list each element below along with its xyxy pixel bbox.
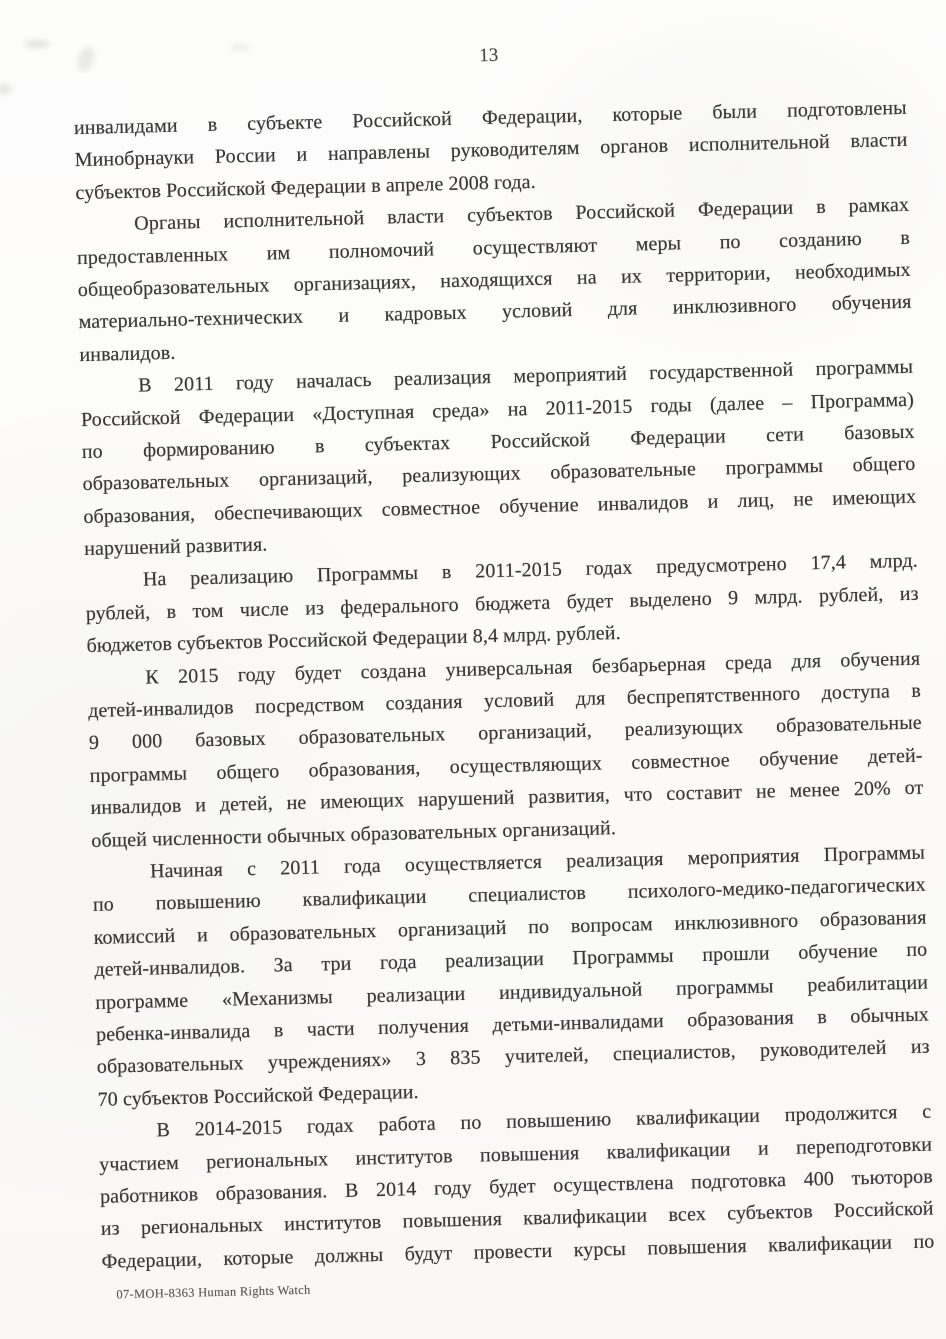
text-line: предоставленных им полномочий осуществляют меры по созданию в xyxy=(76,226,911,269)
text-line: образовательных учреждениях» 3 835 учителей, специалистов, руководителей из xyxy=(96,1035,930,1079)
text-line: Органы исполнительной власти субъектов Российской Федерации в рамках xyxy=(134,193,910,235)
text-line: участием региональных институтов повышения квалификации и переподготовки xyxy=(98,1132,933,1176)
text-line: образования, обеспечивающих совместное обучение инвалидов и лиц, не имеющих xyxy=(83,485,917,528)
text-line: Федерации, которые должны будут провести курсы повышения квалификации по xyxy=(101,1230,935,1273)
text-line: материально-технических и кадровых условий для инклюзивного обучения xyxy=(78,291,912,334)
text-line: инвалидов. xyxy=(79,341,176,366)
text-line: На реализацию Программы в 2011-2015 годах предусмотрено 17,4 млрд. xyxy=(142,550,919,592)
text-line: 70 субъектов Российской Федерации. xyxy=(97,1080,419,1111)
scan-smudge xyxy=(24,40,50,48)
text-line: образовательных организаций, реализующих образовательные программы общего xyxy=(82,452,916,496)
text-line: общеобразовательных организациях, находящихся на их территории, необходимых xyxy=(77,258,911,302)
footer-stamp: 07-MOH-8363 Human Rights Watch xyxy=(116,1282,311,1302)
text-line: программе «Механизмы реализации индивидуальной программы реабилитации xyxy=(95,971,929,1014)
text-line: В 2014-2015 годах работа по повышению квалификации продолжится с xyxy=(156,1100,932,1142)
page-content xyxy=(72,34,935,1303)
text-line: инвалидов и детей, не имеющих нарушений развития, что составит не менее 20% от xyxy=(90,776,924,820)
text-line: 9 000 базовых образовательных организаций, реализующих образовательные xyxy=(88,712,922,755)
text-line: комиссий и образовательных организаций по вопросам инклюзивного образования xyxy=(93,906,927,949)
text-line: общей численности обычных образовательных организаций. xyxy=(91,816,617,852)
scan-smudge xyxy=(0,84,12,94)
text-line: Минобрнауки России и направлены руководителям органов исполнительной власти xyxy=(74,129,908,172)
text-line: детей-инвалидов посредством создания условий для беспрепятственного доступа в xyxy=(87,679,922,723)
text-line: по формированию в субъектах Российской Федерации сети базовых xyxy=(81,420,915,463)
document-body xyxy=(74,92,935,1278)
text-line: рублей, в том числе из федерального бюджета будет выделено 9 млрд. рублей, из xyxy=(85,582,919,625)
text-line: субъектов Российской Федерации в апреле 2008 года. xyxy=(75,170,536,204)
text-line: Российской Федерации «Доступная среда» на 2011-2015 годы (далее – Программа) xyxy=(80,388,915,431)
text-line: К 2015 году будет создана универсальная безбарьерная среда для обучения xyxy=(145,647,921,689)
text-line: программы общего образования, осуществляющих совместное обучение детей- xyxy=(89,744,923,787)
text-line: В 2011 году началась реализация мероприятий государственной программы xyxy=(137,355,914,397)
text-line: нарушений развития. xyxy=(83,533,268,561)
text-line: Начиная с 2011 года осуществляется реализация мероприятия Программы xyxy=(149,841,926,883)
text-line: работников образования. В 2014 году будет осуществлена подготовка 400 тьюторов xyxy=(99,1165,934,1208)
text-line: ребенка-инвалида в части получения детьми-инвалидами образования в обычных xyxy=(95,1003,930,1046)
text-line: бюджетов субъектов Российской Федерации 8,4 млрд. рублей. xyxy=(86,622,621,658)
page-number: 13 xyxy=(479,44,499,67)
text-line: инвалидами в субъекте Российской Федерации, которые были подготовлены xyxy=(73,96,907,140)
text-line: по повышению квалификации специалистов психолого-медико-педагогических xyxy=(92,873,926,917)
text-line: детей-инвалидов. За три года реализации Программы прошли обучение по xyxy=(94,938,928,982)
text-line: из региональных институтов повышения квалификации всех субъектов Российской xyxy=(100,1197,934,1241)
